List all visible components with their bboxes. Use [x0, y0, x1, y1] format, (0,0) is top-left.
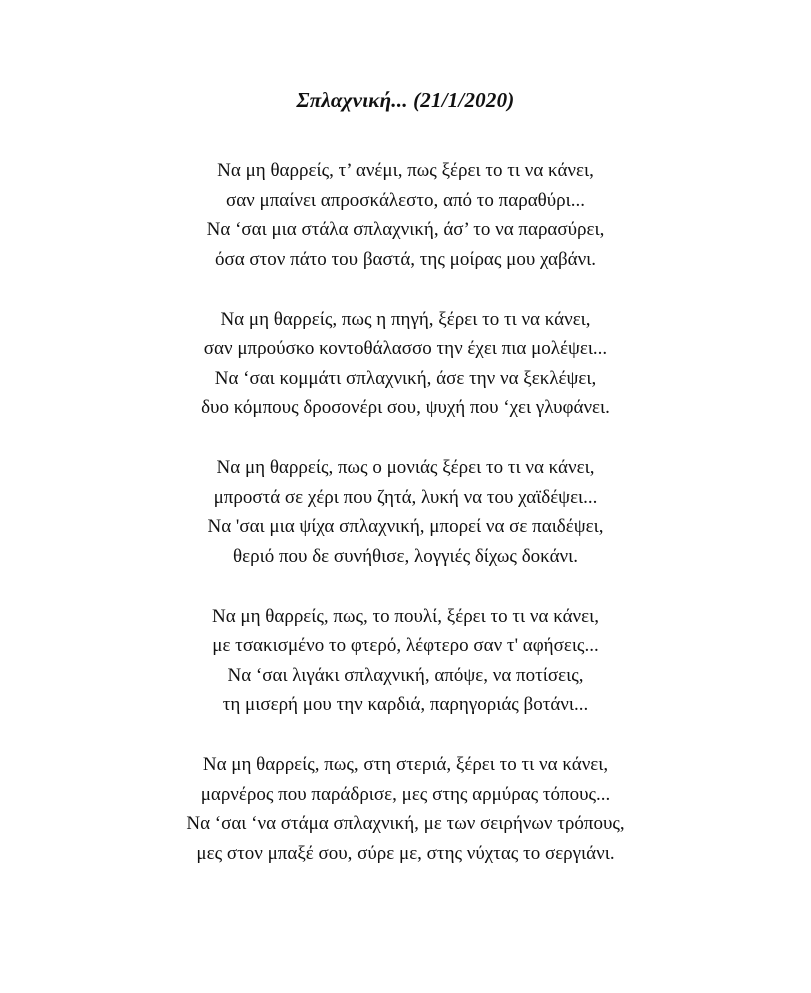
poem-line: τη μισερή μου την καρδιά, παρηγοριάς βοτάνι...	[222, 694, 589, 715]
stanza-5	[0, 750, 811, 868]
poem-line: Να ‘σαι κομμάτι σπλαχνική, άσε την να ξεκλέψει,	[214, 367, 597, 389]
poem-line: μαρνέρος που παράδρισε, μες στης αρμύρας τόπους...	[200, 783, 611, 805]
poem-line: Να ‘σαι ‘να στάμα σπλαχνική, με των σειρήνων τρόπους,	[186, 813, 625, 834]
poem-title: Σπλαχνική... (21/1/2020)	[296, 88, 515, 112]
stanza-2	[0, 305, 811, 423]
poem-body	[0, 156, 811, 899]
poem-line: με τσακισμένο το φτερό, λέφτερο σαν τ' αφήσεις...	[212, 635, 599, 656]
poem-line: Να μη θαρρείς, πως ο μονιάς ξέρει το τι να κάνει,	[216, 457, 595, 478]
poem-line: δυο κόμπους δροσονέρι σου, ψυχή που ‘χει γλυφάνει.	[201, 397, 610, 418]
poem-line: Να μη θαρρείς, πως, στη στεριά, ξέρει το τι να κάνει,	[202, 754, 609, 775]
poem-line: Να μη θαρρείς, πως, το πουλί, ξέρει το τι να κάνει,	[211, 605, 599, 627]
poem-line: Να ‘σαι μια στάλα σπλαχνική, άσ’ το να παρασύρει,	[206, 219, 605, 240]
poem-line: Να ‘σαι λιγάκι σπλαχνική, απόψε, να ποτίσεις,	[227, 664, 584, 686]
poem-line: Να μη θαρρείς, τ’ ανέμι, πως ξέρει το τι να κάνει,	[217, 160, 594, 181]
poem-line: μες στον μπαξέ σου, σύρε με, στης νύχτας το σεργιάνι.	[196, 842, 615, 864]
poem-line: θεριό που δε συνήθισε, λογγιές δίχως δοκάνι.	[233, 545, 578, 567]
poem-line: σαν μπαίνει απροσκάλεστο, από το παραθύρι...	[225, 189, 586, 211]
poem-line: σαν μπρούσκο κοντοθάλασσο την έχει πια μολέψει...	[203, 338, 608, 359]
stanza-4	[0, 602, 811, 720]
stanza-3	[0, 453, 811, 571]
poem-line: μπροστά σε χέρι που ζητά, λυκή να του χαϊδέψει...	[213, 486, 598, 508]
stanza-1	[0, 156, 811, 274]
poem-line: Να 'σαι μια ψίχα σπλαχνική, μπορεί να σε παιδέψει,	[207, 516, 604, 537]
poem-line: Να μη θαρρείς, πως η πηγή, ξέρει το τι να κάνει,	[220, 308, 591, 330]
poem-line: όσα στον πάτο του βαστά, της μοίρας μου χαβάνι.	[214, 248, 597, 270]
